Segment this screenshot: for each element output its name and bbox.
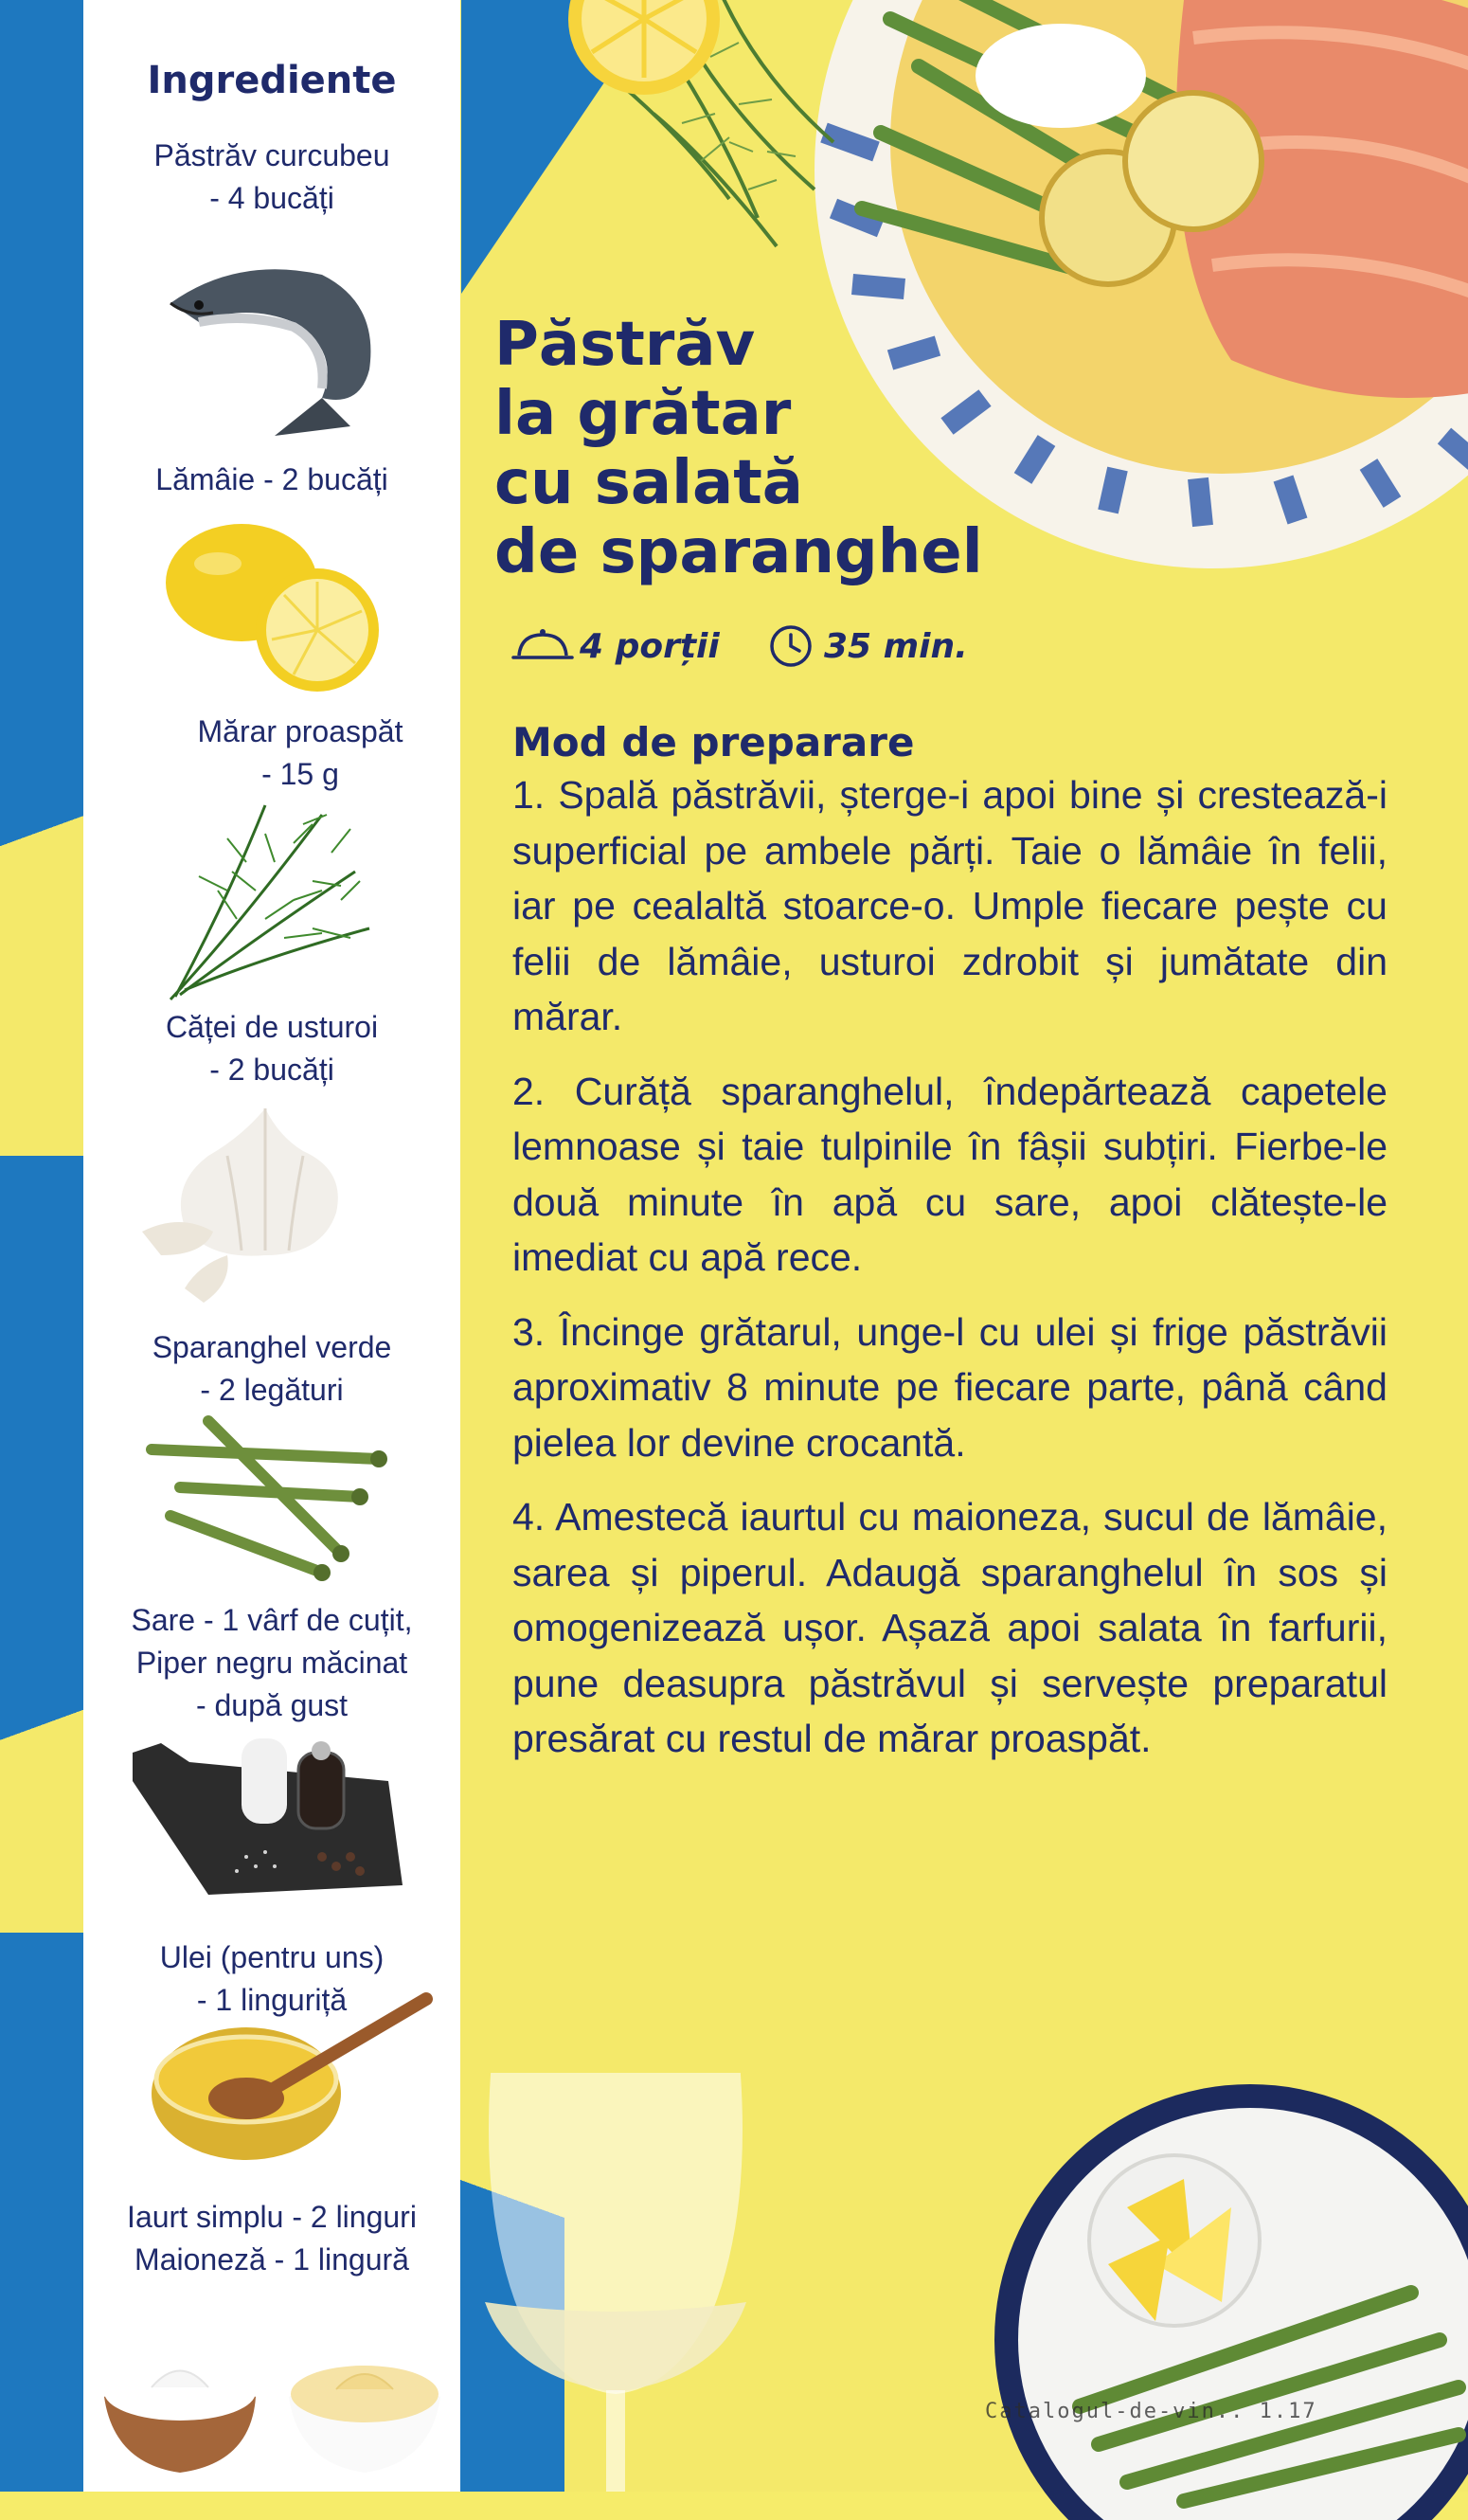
clock-icon [765, 624, 818, 668]
title-line: cu salată [494, 448, 803, 518]
lemons-image [152, 512, 398, 701]
ingredient-line: - 2 legături [200, 1373, 344, 1407]
ingredient-line: Iaurt simplu - 2 linguri [127, 2200, 417, 2234]
method-step: 2. Curăță sparanghelul, îndepărtează capetele lemnoase și taie tulpinile în fâșii subțiri. Fierbe-le două minute în apă cu sare, apoi clătește-le imediat cu apă rece. [512, 1069, 1387, 1279]
portions-label: 4 porții [580, 626, 720, 666]
ingredient-yogurt-mayo [83, 2196, 460, 2281]
ingredient-line: Piper negru măcinat [135, 1646, 408, 1680]
ingredient-line: Lămâie - 2 bucăți [155, 462, 388, 496]
yogurt-mayo-bowls-image [95, 2302, 455, 2492]
ingredient-line: Sare - 1 vârf de cuțit, [131, 1603, 413, 1637]
salt-pepper-board-image [133, 1724, 407, 1914]
method-step: 1. Spală păstrăvii, șterge-i apoi bine și crestează-i superficial pe ambele părți. Taie o lămâie în felii, iar pe cealaltă stoarce-o. Umple fiecare pește cu felii de lămâie, usturoi zdrobit și jumătate din mărar. [512, 773, 1387, 1038]
blue-left-strip [0, 0, 83, 2492]
ingredient-line: Mărar proaspăt [197, 714, 403, 748]
diagonal-accent [0, 1592, 83, 1933]
trout-image [161, 246, 388, 436]
ingredient-line: - după gust [195, 1688, 349, 1722]
ingredient-line: - 2 bucăți [209, 1053, 334, 1087]
diagonal-accent [0, 663, 83, 1156]
watermark-text: Catalogul-de-vin.. 1.17 [985, 2400, 1317, 2423]
ingredient-garlic [83, 1006, 460, 1091]
method-title: Mod de preparare [512, 719, 915, 765]
asparagus-image [142, 1412, 398, 1601]
method-step: 4. Amestecă iaurtul cu maioneza, sucul de lămâie, sarea și piperul. Adaugă sparanghelul în sos și omogenizează ușor. Așază apoi salata în farfurii, pune deasupra păstrăvul și servește preparatul presărat cu restul de mărar proaspăt. [512, 1495, 1387, 1760]
ingredient-line: Ulei (pentru uns) [159, 1940, 385, 1974]
time-label: 35 min. [824, 626, 968, 666]
portions-info [511, 625, 720, 667]
recipe-title [494, 311, 987, 587]
oil-bowl-image [142, 1989, 445, 2169]
method-step: 3. Încinge grătarul, unge-l cu ulei și frige păstrăvii aproximativ 8 minute pe fiecare parte, până când pielea lor devine crocantă. [512, 1309, 1387, 1465]
wine-glass-photo [474, 2065, 758, 2492]
ingredient-line: - 15 g [261, 757, 339, 791]
ingredient-asparagus [83, 1326, 460, 1412]
ingredient-line: Căței de usturoi [165, 1010, 379, 1044]
lemon-asparagus-plate-photo [966, 2065, 1468, 2520]
garlic-image [123, 1099, 369, 1317]
ingredient-trout [83, 135, 460, 220]
ingredient-dill [112, 711, 489, 796]
dill-image [152, 786, 379, 1004]
ingredient-line: - 4 bucăți [209, 181, 334, 215]
ingredient-line: Păstrăv curcubeu [153, 138, 390, 172]
preparation-method [512, 718, 1387, 1767]
ingredient-line: - 1 linguriță [196, 1983, 348, 2017]
lemon-and-dill-photo [511, 0, 909, 275]
time-info [765, 625, 968, 667]
title-line: de sparanghel [494, 517, 983, 587]
ingredient-line: Sparanghel verde [152, 1330, 392, 1364]
title-line: Păstrăv [494, 310, 756, 380]
ingredients-title: Ingrediente [147, 59, 397, 102]
title-line: la grătar [494, 379, 792, 449]
cloche-icon [511, 627, 574, 665]
ingredient-line: Maioneză - 1 lingură [134, 2242, 409, 2277]
ingredient-salt-pepper [83, 1599, 460, 1727]
ingredient-lemon [83, 459, 460, 501]
